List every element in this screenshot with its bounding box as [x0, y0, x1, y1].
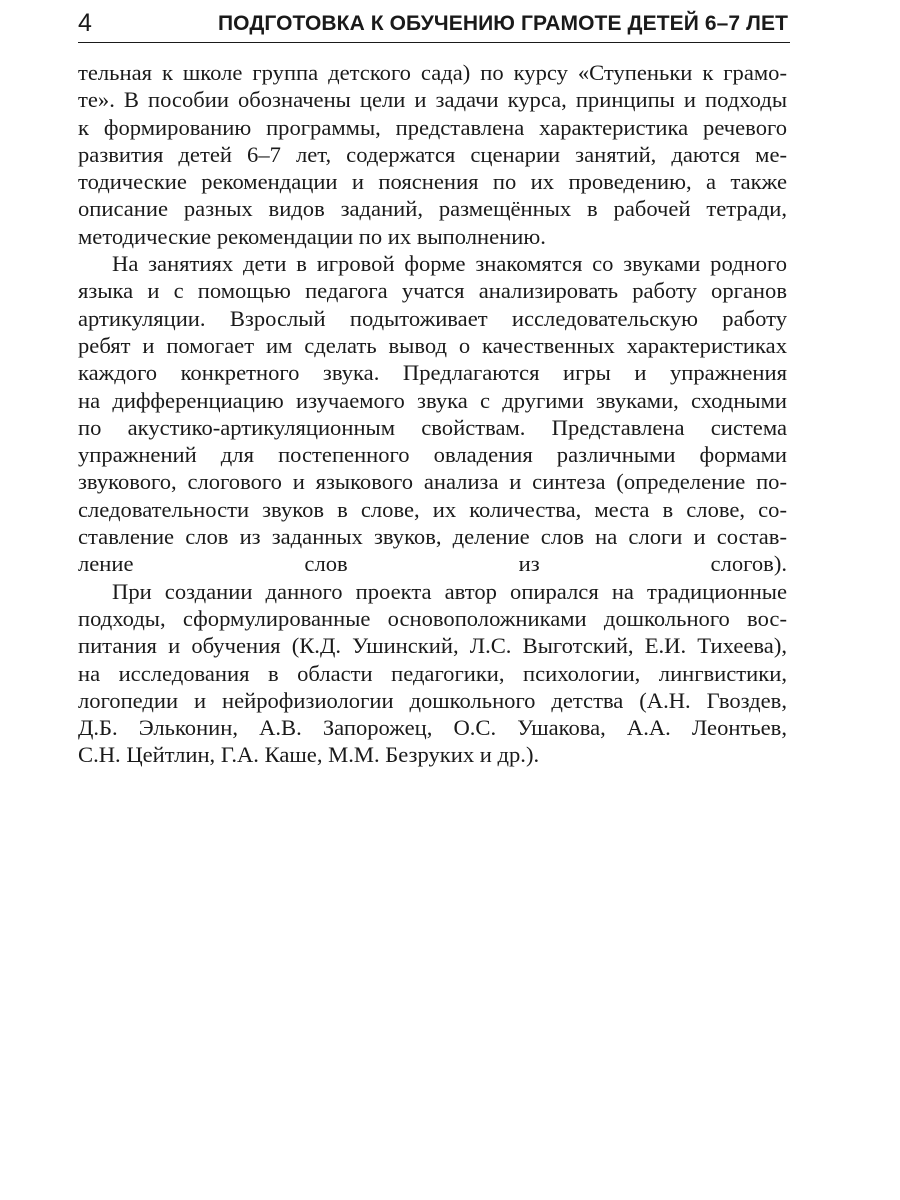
text-line: тодические рекомендации и пояснения по их проведению, а также: [78, 169, 787, 195]
text-line: ребят и помогает им сделать вывод о качественных характеристиках: [78, 332, 787, 358]
text-line: подходы, сформулированные основоположниками дошкольного вос-: [78, 605, 787, 631]
page-number: 4: [78, 9, 92, 37]
text-line: На занятиях дети в игровой форме знакомятся со звуками родного: [112, 251, 787, 277]
text-line: артикуляции. Взрослый подытоживает исследовательскую работу: [78, 305, 787, 331]
text-line: ставление слов из заданных звуков, деление слов на слоги и состав-: [78, 524, 787, 550]
text-line: описание разных видов заданий, размещённых в рабочей тетради,: [78, 196, 787, 222]
text-line: языка и с помощью педагога учатся анализировать работу органов: [78, 278, 787, 304]
text-line: те». В пособии обозначены цели и задачи курса, принципы и подходы: [78, 87, 787, 113]
text-line: тельная к школе группа детского сада) по курсу «Ступеньки к грамо-: [78, 60, 787, 85]
text-line: по акустико-артикуляционным свойствам. Представлена система: [78, 414, 787, 440]
paragraph-2: [78, 250, 787, 578]
text-line: следовательности звуков в слове, их количества, места в слове, со-: [78, 496, 787, 522]
running-header: [78, 6, 790, 43]
text-line: упражнений для постепенного овладения различными формами: [78, 442, 787, 468]
text-line: С.Н. Цейтлин, Г.А. Каше, М.М. Безруких и др.).: [78, 742, 540, 768]
paragraph-3: [78, 578, 787, 769]
text-line: При создании данного проекта автор опирался на традиционные: [112, 578, 787, 604]
text-line: ление слов из слогов).: [78, 551, 787, 577]
text-line: развития детей 6–7 лет, содержатся сценарии занятий, даются ме-: [78, 141, 787, 167]
text-line: Д.Б. Эльконин, А.В. Запорожец, О.С. Ушакова, А.А. Леонтьев,: [78, 715, 787, 741]
paragraph-1: [78, 59, 787, 250]
text-line: питания и обучения (К.Д. Ушинский, Л.С. Выготский, Е.И. Тихеева),: [78, 633, 787, 659]
body-text: [78, 59, 787, 769]
text-line: на дифференциацию изучаемого звука с другими звуками, сходными: [78, 387, 787, 413]
text-line: к формированию программы, представлена характеристика речевого: [78, 114, 787, 140]
text-line: звукового, слогового и языкового анализа и синтеза (определение по-: [78, 469, 787, 495]
text-line: методические рекомендации по их выполнению.: [78, 223, 546, 249]
text-line: логопедии и нейрофизиологии дошкольного детства (А.Н. Гвоздев,: [78, 687, 787, 713]
text-line: на исследования в области педагогики, психологии, лингвистики,: [78, 660, 787, 686]
text-line: каждого конкретного звука. Предлагаются игры и упражнения: [78, 360, 787, 386]
running-title: ПОДГОТОВКА К ОБУЧЕНИЮ ГРАМОТЕ ДЕТЕЙ 6–7 ЛЕТ: [217, 12, 788, 35]
